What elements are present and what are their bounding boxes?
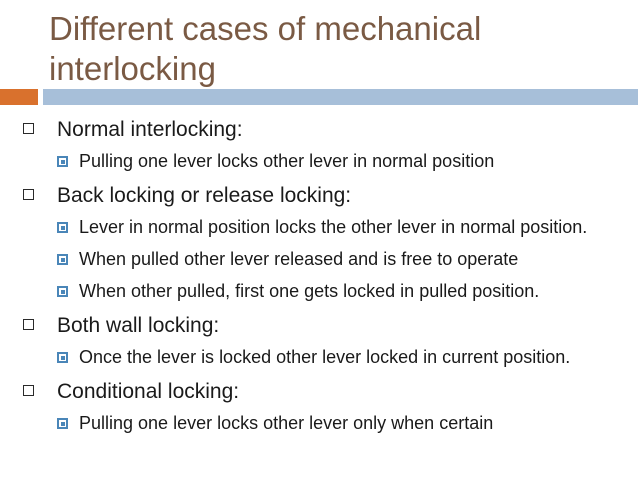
square-bullet-icon [23, 385, 34, 396]
filled-square-bullet-icon [57, 254, 68, 265]
accent-bar-blue [43, 89, 638, 105]
sub-bullet-text: When other pulled, first one gets locked in pulled position. [79, 281, 540, 301]
sub-bullet-item [0, 412, 638, 435]
bullet-text: Both wall locking: [57, 314, 220, 337]
square-bullet-icon [23, 319, 34, 330]
bullet-text: Normal interlocking: [57, 118, 243, 141]
square-bullet-icon [23, 123, 34, 134]
sub-bullet-item [0, 216, 638, 239]
sub-bullet-item [0, 346, 638, 369]
sub-bullet-text: Pulling one lever locks other lever only when certain [79, 413, 494, 433]
bullet-item-normal-interlocking [0, 116, 638, 143]
slide-body [0, 116, 638, 444]
sub-bullet-item [0, 248, 638, 271]
filled-square-bullet-icon [57, 222, 68, 233]
bullet-text: Back locking or release locking: [57, 184, 352, 207]
slide-title [49, 9, 609, 89]
filled-square-bullet-icon [57, 418, 68, 429]
sub-bullet-text: Lever in normal position locks the other lever in normal position. [79, 217, 588, 237]
bullet-item-back-locking [0, 182, 638, 209]
slide-title-line-1: Different cases of mechanical [49, 10, 482, 47]
bullet-item-both-wall-locking [0, 312, 638, 339]
sub-bullet-item [0, 150, 638, 173]
filled-square-bullet-icon [57, 352, 68, 363]
slide-title-line-2: interlocking [49, 50, 216, 87]
sub-bullet-text: Once the lever is locked other lever locked in current position. [79, 347, 571, 367]
filled-square-bullet-icon [57, 156, 68, 167]
square-bullet-icon [23, 189, 34, 200]
bullet-text: Conditional locking: [57, 380, 240, 403]
accent-bar-orange [0, 89, 38, 105]
bullet-item-conditional-locking [0, 378, 638, 405]
sub-bullet-text: When pulled other lever released and is free to operate [79, 249, 519, 269]
sub-bullet-item [0, 280, 638, 303]
filled-square-bullet-icon [57, 286, 68, 297]
sub-bullet-text: Pulling one lever locks other lever in normal position [79, 151, 495, 171]
